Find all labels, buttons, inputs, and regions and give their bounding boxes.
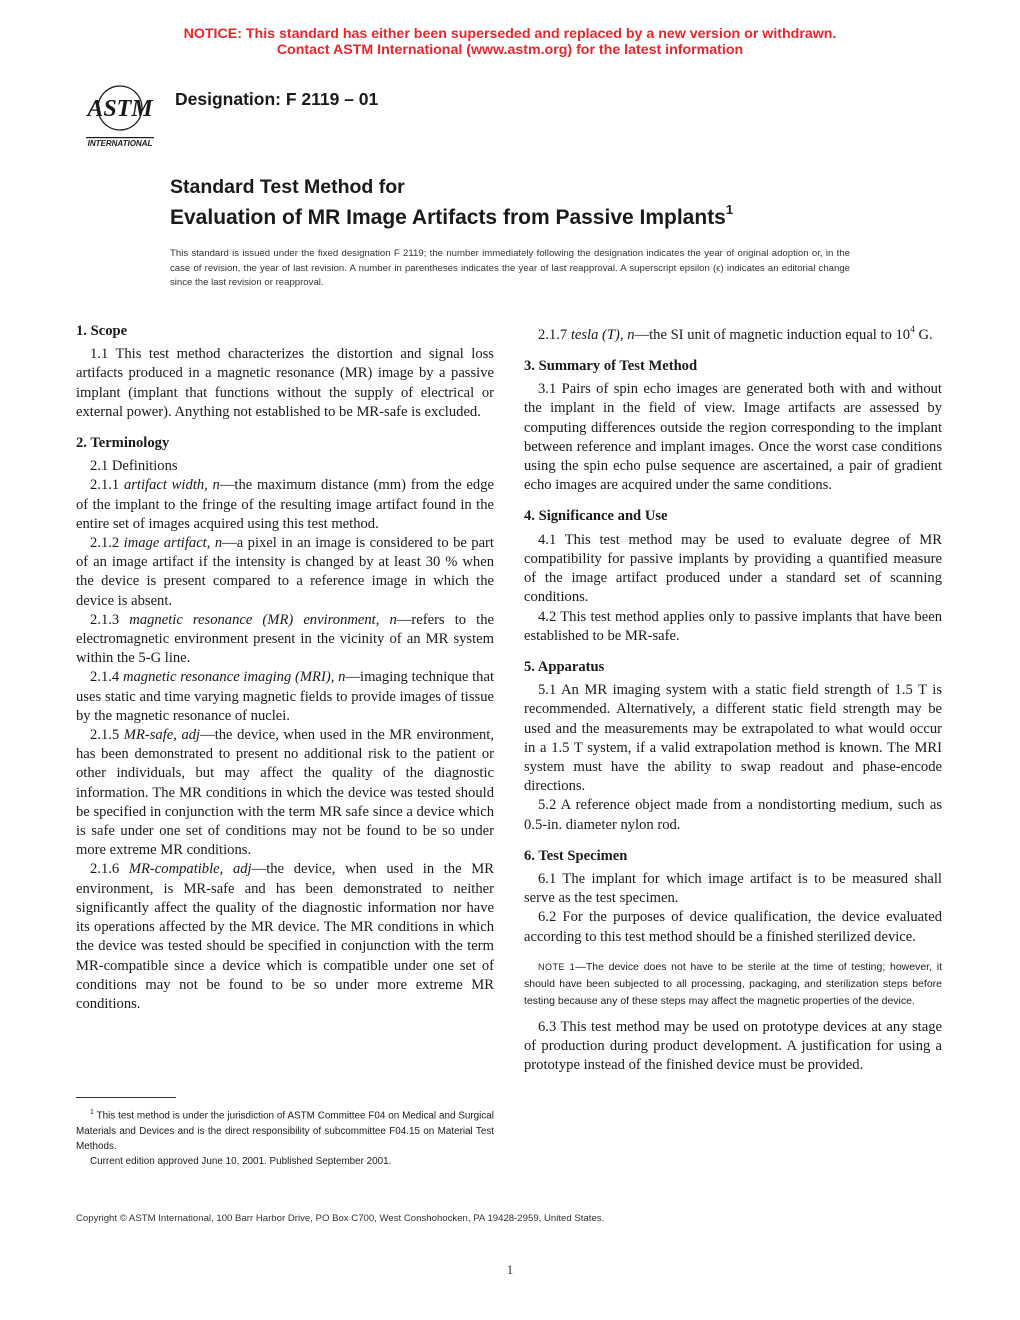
paragraph-5-2: 5.2 A reference object made from a nondistorting medium, such as 0.5-in. diameter nylon rod. — [524, 797, 942, 833]
copyright: Copyright © ASTM International, 100 Barr Harbor Drive, PO Box C700, West Conshohocken, PA 19428-2959, United States. — [76, 1213, 605, 1224]
footnote-edition: Current edition approved June 10, 2001. Published September 2001. — [90, 1155, 392, 1167]
designation: Designation: F 2119 – 01 — [175, 89, 379, 109]
astm-logo-icon — [74, 76, 166, 150]
title-line-1: Standard Test Method for — [170, 176, 405, 198]
note-1 — [524, 959, 942, 1010]
footnote-rule — [76, 1097, 176, 1098]
document-title — [170, 175, 733, 231]
notice-line-1: NOTICE: This standard has either been superseded and replaced by a new version or withdrawn. — [183, 26, 837, 42]
term: MR-compatible, adj — [128, 861, 252, 878]
logo-lettering: ASTM — [87, 96, 153, 122]
term: artifact width, n — [123, 477, 220, 494]
page-number: 1 — [506, 1262, 514, 1277]
notice-line-2: Contact ASTM International (www.astm.org) for the latest information — [276, 42, 744, 58]
paragraph-4-2: 4.2 This test method applies only to passive implants that have been established to be MR-safe. — [524, 608, 942, 644]
paragraph-6-1: 6.1 The implant for which image artifact is to be measured shall serve as the test specimen. — [524, 870, 942, 907]
paragraph-3-1: 3.1 Pairs of spin echo images are generated both with and without the implant in the field of view. Image artifacts are assessed by computing differences outside the region corresponding to the implant between reference and implant images. Once the worst case conditions using the spin echo pulse sequence are ascertained, a pair of gradient echo images are acquired under the same conditions. — [524, 381, 942, 494]
title-footnote-mark: 1 — [725, 202, 734, 217]
footnote-1: $^1$ This test method is under the jurisdiction of ASTM Committee F04 on Medical and Surgical Materials and Devices and is the direct responsibility of subcommittee F04.15 on Material Test Methods. — [76, 1109, 494, 1152]
term: MR-safe, adj — [123, 727, 201, 744]
note-label: NOTE 1 — [538, 961, 576, 972]
definition-2-1-2: 2.1.2 image artifact, n—a pixel in an image is considered to be part of an image artifact if the intensity is changed by at least 30 % when the device is present compared to a reference image in which the device is absent. — [76, 535, 494, 609]
paragraph-6-2: 6.2 For the purposes of device qualification, the device evaluated according to this test method should be a finished sterilized device. — [524, 909, 942, 945]
term: image artifact, n — [123, 535, 223, 552]
paragraph-1-1: 1.1 This test method characterizes the distortion and signal loss artifacts produced in a magnetic resonance (MR) image by a passive implant (implant that functions without the supply of electrical or external power). Anything not established to be MR-safe is excluded. — [76, 346, 494, 420]
term: magnetic resonance (MR) environment, n — [129, 611, 397, 628]
section-specimen-heading: 6. Test Specimen — [524, 847, 628, 864]
section-terminology-heading: 2. Terminology — [76, 435, 170, 452]
definition-2-1-7: 2.1.7 tesla (T), n—the SI unit of magnetic induction equal to $10^4$ G. — [538, 325, 933, 343]
issue-statement: This standard is issued under the fixed designation F 2119; the number immediately following the designation indicates the year of original adoption or, in the case of revision, the year of last revision. A number in parentheses indicates the year of last reapproval. A superscript epsilon (ϵ) indicates an editorial change since the last revision or reapproval. — [170, 248, 850, 289]
left-column — [76, 322, 494, 1014]
section-scope-heading: 1. Scope — [76, 323, 128, 339]
paragraph-6-3: 6.3 This test method may be used on prototype devices at any stage of production during product development. A justification for using a prototype instead of the finished device must be provided. — [524, 1018, 942, 1074]
footnote — [76, 1105, 494, 1169]
definition-2-1-6: 2.1.6 MR-compatible, adj—the device, when used in the MR environment, is MR-safe and has been demonstrated to neither significantly affect the quality of the diagnostic information nor have its operations affected by the MR device. The MR conditions in which the device was tested should be specified in conjunction with the term MR-compatible since a device which is compatible under one set of conditions may not be found to be so under more extreme MR conditions. — [76, 861, 494, 1012]
section-apparatus-heading: 5. Apparatus — [524, 658, 605, 675]
right-column — [524, 322, 942, 1075]
definition-2-1-3: 2.1.3 magnetic resonance (MR) environment, n—refers to the electromagnetic environment present in the vicinity of an MR system within the 5-G line. — [76, 611, 494, 667]
paragraph-4-1: 4.1 This test method may be used to evaluate degree of MR compatibility for passive implants by providing a quantified measure of the image artifact produced under a standard set of scanning conditions. — [524, 531, 942, 606]
paragraph-5-1: 5.1 An MR imaging system with a static field strength of 1.5 T is recommended. Alternatively, a different static field strength may be used and the measurements may be extrapolated to what would occur in a 1.5 T system, if a valid extrapolation method is known. The MRI system must have the ability to swap readout and phase-encode directions. — [524, 682, 942, 795]
section-significance-heading: 4. Significance and Use — [524, 508, 668, 525]
astm-logo — [74, 76, 166, 150]
term: magnetic resonance imaging (MRI), n — [122, 669, 346, 686]
definition-2-1-4: 2.1.4 magnetic resonance imaging (MRI), n—imaging technique that uses static and time varying magnetic fields to provide images of tissue by the magnetic resonance of nuclei. — [76, 669, 494, 724]
title-line-2 — [170, 199, 733, 231]
section-summary-heading: 3. Summary of Test Method — [524, 358, 698, 375]
paragraph-2-1: 2.1 Definitions — [90, 458, 178, 475]
term: tesla (T), n — [570, 326, 635, 343]
definition-2-1-1: 2.1.1 artifact width, n—the maximum distance (mm) from the edge of the implant to the fringe of the resulting image artifact found in the entire set of images acquired using this test method. — [76, 477, 494, 532]
definition-2-1-5: 2.1.5 MR-safe, adj—the device, when used in the MR environment, has been demonstrated to present no additional risk to the patient or other individuals, but may affect the quality of the diagnostic information. The MR conditions in which the device was tested should be specified in conjunction with the term MR safe since a device which is safe under one set of conditions may not be found to be so under more extreme MR conditions. — [76, 727, 494, 859]
withdrawal-notice — [0, 26, 1020, 58]
title-text: Evaluation of MR Image Artifacts from Passive Implants — [170, 206, 726, 229]
note-text: —The device does not have to be sterile at the time of testing; however, it should have been subjected to all processing, packaging, and sterilization steps before testing because any of these steps may affect the magnetic properties of the device. — [524, 960, 942, 1007]
logo-international: INTERNATIONAL — [87, 139, 153, 148]
